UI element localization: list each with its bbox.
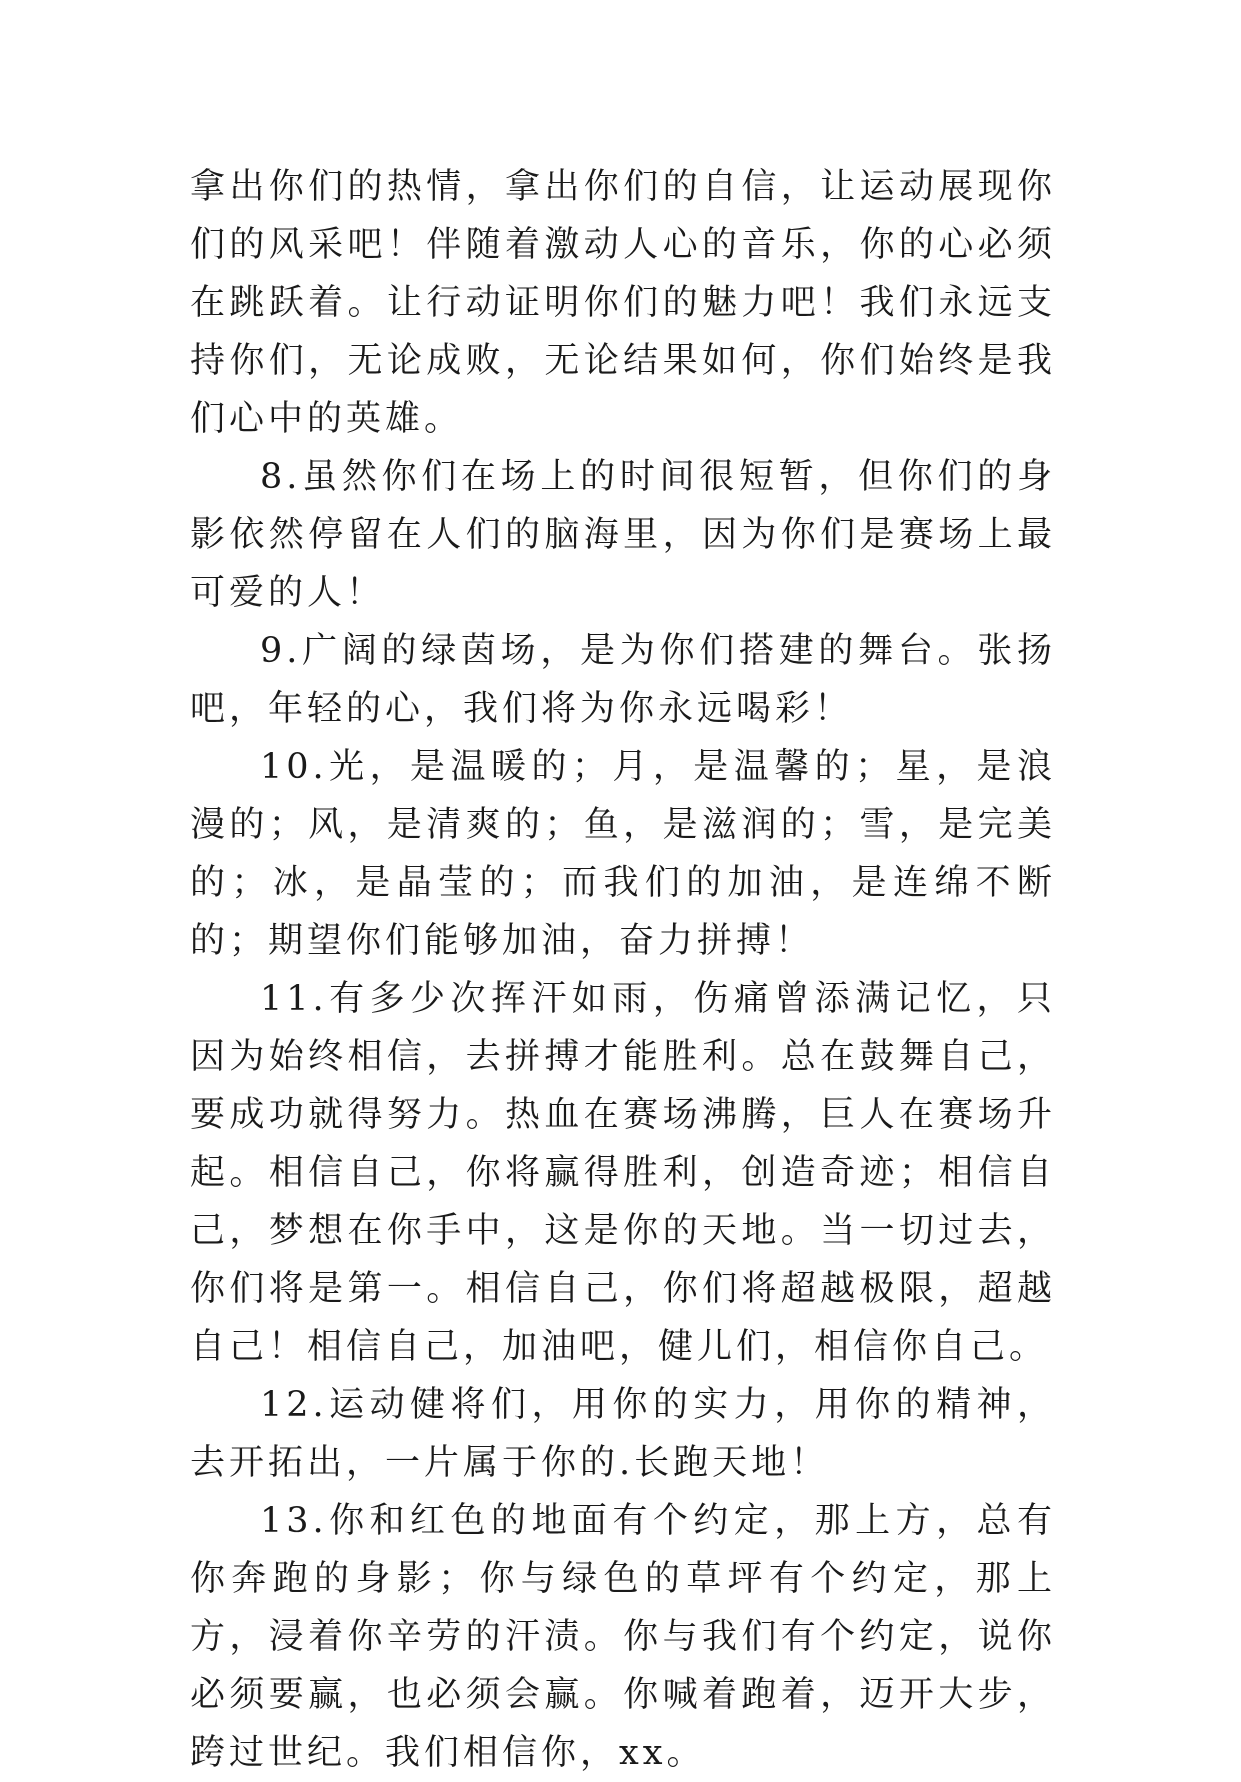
paragraph-13: 13.你和红色的地面有个约定，那上方，总有你奔跑的身影；你与绿色的草坪有个约定，那上方，浸着你辛劳的汗渍。你与我们有个约定，说你必须要赢，也必须会赢。你喊着跑着，迈开大步，跨过世纪。我们相信你，xx。	[190, 1501, 1056, 1773]
paragraph-intro: 拿出你们的热情，拿出你们的自信，让运动展现你们的风采吧！伴随着激动人心的音乐，你的心必须在跳跃着。让行动证明你们的魅力吧！我们永远支持你们，无论成败，无论结果如何，你们始终是我们心中的英雄。	[190, 167, 1056, 439]
paragraph-11: 11.有多少次挥汗如雨，伤痛曾添满记忆，只因为始终相信，去拼搏才能胜利。总在鼓舞自己，要成功就得努力。热血在赛场沸腾，巨人在赛场升起。相信自己，你将赢得胜利，创造奇迹；相信自己，梦想在你手中，这是你的天地。当一切过去，你们将是第一。相信自己，你们将超越极限，超越自己！相信自己，加油吧，健儿们，相信你自己。	[190, 979, 1056, 1367]
paragraph-10: 10.光，是温暖的；月，是温馨的；星，是浪漫的；风，是清爽的；鱼，是滋润的；雪，是完美的；冰，是晶莹的；而我们的加油，是连绵不断的；期望你们能够加油，奋力拼搏！	[190, 747, 1056, 961]
paragraph-12: 12.运动健将们，用你的实力，用你的精神，去开拓出，一片属于你的.长跑天地！	[190, 1385, 1056, 1483]
paragraph-8: 8.虽然你们在场上的时间很短暂，但你们的身影依然停留在人们的脑海里，因为你们是赛场上最可爱的人！	[190, 457, 1056, 613]
document-page	[190, 158, 1056, 1782]
paragraph-9: 9.广阔的绿茵场，是为你们搭建的舞台。张扬吧，年轻的心，我们将为你永远喝彩！	[190, 631, 1056, 729]
